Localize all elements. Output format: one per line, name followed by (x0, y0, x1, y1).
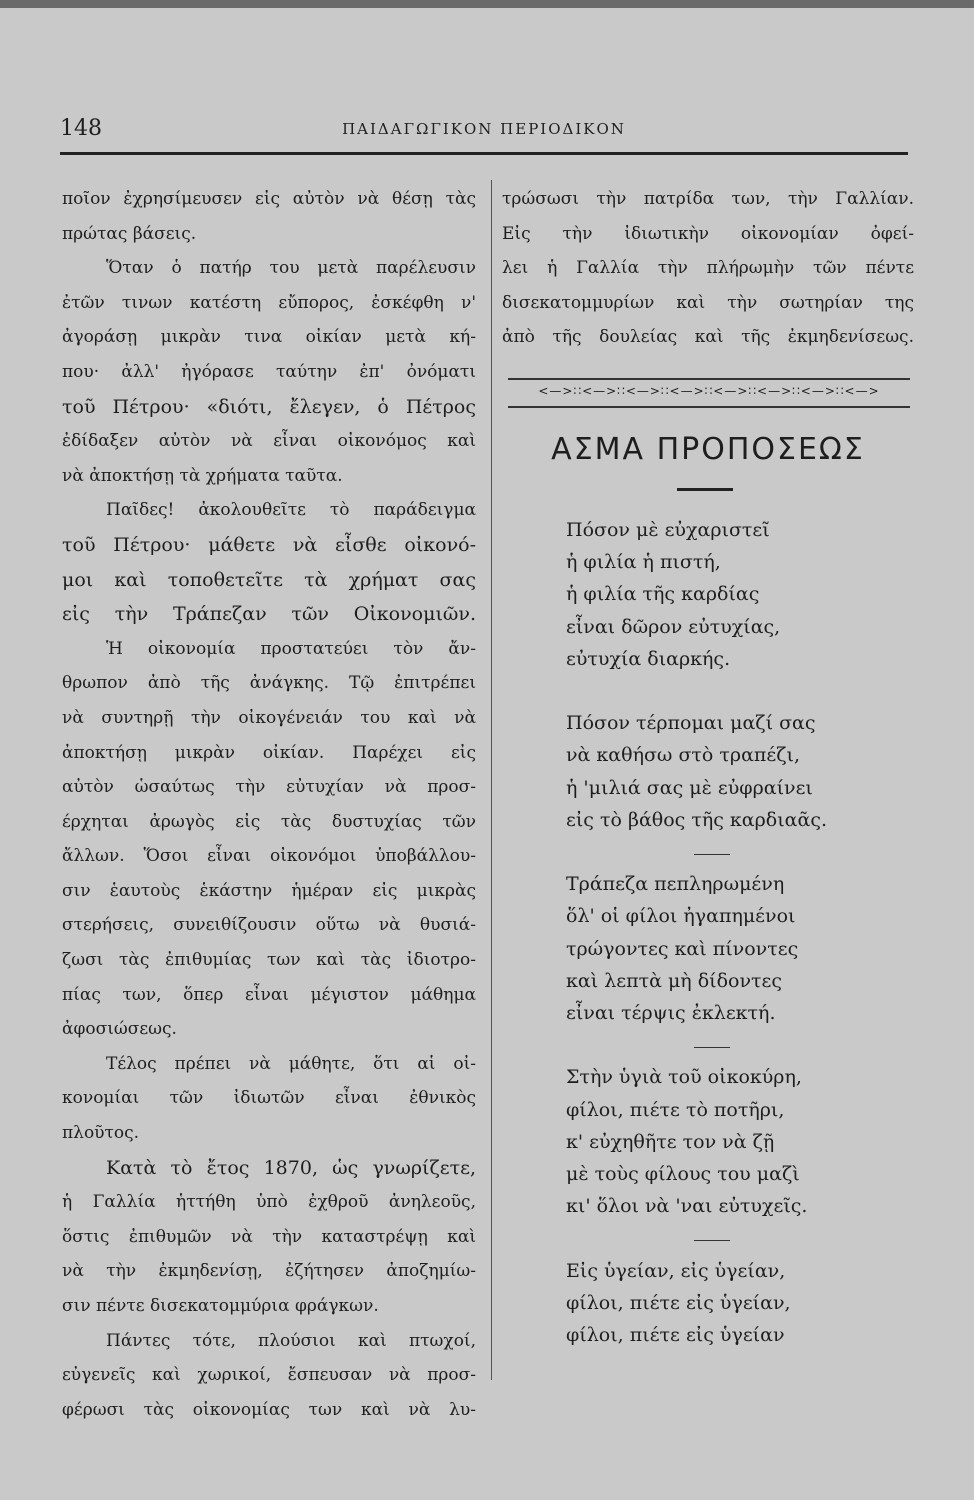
page-header (60, 116, 908, 146)
text-line: στερήσεις, συνειθίζουσιν οὕτω νὰ θυσιά- (62, 915, 476, 936)
text-line: ἀφοσιώσεως. (62, 1019, 177, 1040)
poem-line: φίλοι, πιέτε τὸ ποτῆρι, (566, 1098, 785, 1121)
poem-line: Πόσον μὲ εὐχαριστεῖ (566, 519, 770, 541)
stanza-gap (566, 675, 906, 707)
page-number: 148 (60, 116, 102, 141)
column-divider (491, 180, 492, 1380)
text-line: αὐτὸν ὡσαύτως τὴν εὐτυχίαν νὰ προσ- (62, 777, 476, 798)
text-line: ἐτῶν τινων κατέστη εὔπορος, ἐσκέφθη ν' (62, 292, 476, 313)
text-line: Πάντες τότε, πλούσιοι καὶ πτωχοί, (106, 1330, 476, 1351)
stanza (566, 514, 906, 675)
left-column (62, 182, 476, 1427)
text-line: νὰ ἀποκτήσῃ τὰ χρήματα ταῦτα. (62, 465, 343, 486)
poem-line: φίλοι, πιέτε εἰς ὑγείαν (566, 1324, 785, 1347)
text-line: Εἰς τὴν ἰδιωτικὴν οἰκονομίαν ὀφεί- (502, 223, 914, 244)
poem-line: ἡ φιλία ἡ πιστή, (566, 551, 721, 574)
poem-line: Στὴν ὑγιὰ τοῦ οἰκοκύρη, (566, 1066, 802, 1089)
poem-line: εἶναι τέρψις ἐκλεκτή. (566, 1002, 776, 1025)
text-line: ἡ Γαλλία ἡττήθη ὑπὸ ἐχθροῦ ἀνηλεοῦς, (62, 1192, 476, 1213)
poem-line: μὲ τοὺς φίλους του μαζὶ (566, 1163, 800, 1186)
text-line: Ἡ οἰκονομία προστατεύει τὸν ἄν- (106, 638, 476, 659)
text-line: ἀπὸ τῆς δουλείας καὶ τῆς ἐκμηδενίσεως. (502, 327, 914, 348)
text-line: εἰς τὴν Τράπεζαν τῶν Οἰκονομιῶν. (62, 603, 476, 626)
poem-line: Εἰς ὑγείαν, εἰς ὑγείαν, (566, 1259, 786, 1282)
text-line: πλοῦτος. (62, 1123, 140, 1144)
poem-line: Τράπεζα πεπληρωμένη (566, 873, 785, 896)
text-line: ἐδίδαξεν αὐτὸν νὰ εἶναι οἰκονόμος καὶ (62, 431, 476, 452)
text-line: ἀγοράσῃ μικρὰν τινα οἰκίαν μετὰ κή- (62, 327, 476, 348)
text-line: τρώσωσι τὴν πατρίδα των, τὴν Γαλλίαν. (502, 189, 914, 209)
text-line: κονομίαι τῶν ἰδιωτῶν εἶναι ἐθνικὸς (62, 1088, 476, 1109)
text-line: ζωσι τὰς ἐπιθυμίας των καὶ τὰς ἰδιοτρο- (62, 950, 476, 971)
poem-line: ἡ φιλία τῆς καρδίας (566, 583, 760, 606)
text-line: έρχηται ἀρωγὸς εἰς τὰς δυστυχίας τῶν (62, 811, 476, 832)
text-line: μοι καὶ τοποθετεῖτε τὰ χρήματ σας (62, 568, 476, 591)
text-line: πρώτας βάσεις. (62, 223, 197, 244)
text-line: Τέλος πρέπει νὰ μάθητε, ὅτι αἱ οἰ- (106, 1053, 476, 1074)
poem-line: κ' εὐχηθῆτε τον νὰ ζῇ (566, 1130, 775, 1153)
stanza (566, 1255, 906, 1352)
poem-line: τρώγοντες καὶ πίνοντες (566, 937, 799, 960)
poem-line: εὐτυχία διαρκής. (566, 647, 731, 670)
stanza (566, 868, 906, 1029)
poem-line: εἶναι δῶρον εὐτυχίας, (566, 615, 781, 638)
text-line: εὐγενεῖς καὶ χωρικοί, ἔσπευσαν νὰ προσ- (62, 1365, 476, 1386)
text-line: ποῖον ἐχρησίμευσεν εἰς αὐτὸν νὰ θέσῃ τὰς (62, 189, 476, 209)
poem-line: νὰ καθήσω στὸ τραπέζι, (566, 744, 801, 767)
stanza-separator (566, 1222, 906, 1254)
stanza-separator (566, 1029, 906, 1061)
text-line: που· ἀλλ' ἠγόρασε ταύτην ἐπ' ὀνόματι (62, 361, 476, 382)
text-line: νὰ τὴν ἐκμηδενίσῃ, ἐζήτησεν ἀποζημίω- (62, 1261, 476, 1282)
text-line: τοῦ Πέτρου· μάθετε νὰ εἶσθε οἰκονό- (62, 533, 476, 556)
poem-line: ὅλ' οἱ φίλοι ἠγαπημένοι (566, 905, 796, 928)
poem-line: εἰς τὸ βάθος τῆς καρδιαᾶς. (566, 808, 828, 831)
text-line: φέρωσι τὰς οἰκονομίας των καὶ νὰ λυ- (62, 1399, 476, 1420)
poem-line: ἡ 'μιλιά σας μὲ εὐφραίνει (566, 776, 813, 799)
text-line: ὅστις ἐπιθυμῶν νὰ τὴν καταστρέψῃ καὶ (62, 1226, 476, 1247)
title-rule (677, 488, 733, 491)
stanza-separator (566, 836, 906, 868)
text-line: νὰ συντηρῇ τὴν οἰκογένειάν του καὶ νὰ (62, 707, 476, 728)
text-line: σιν πέντε δισεκατομμύρια φράγκων. (62, 1296, 379, 1316)
text-line: σιν ἑαυτοὺς ἑκάστην ἡμέραν εἰς μικρὰς (62, 880, 476, 901)
text-line: ἀποκτήσῃ μικρὰν οἰκίαν. Παρέχει εἰς (62, 742, 476, 763)
stanza (566, 1061, 906, 1222)
text-line: τοῦ Πέτρου· «διότι, ἔλεγεν, ὁ Πέτρος (62, 395, 476, 418)
text-line: Ὅταν ὁ πατήρ του μετὰ παρέλευσιν (106, 258, 476, 279)
poem-line: Πόσον τέρπομαι μαζί σας (566, 712, 816, 735)
right-column-text (502, 182, 914, 355)
ornamental-divider: <—>∷<—>∷<—>∷<—>∷<—>∷<—>∷<—>∷<—> (508, 378, 910, 408)
running-title: ΠΑΙΔΑΓΩΓΙΚΟΝ ΠΕΡΙΟΔΙΚΟΝ (342, 120, 626, 138)
text-line: ἄλλων. Ὅσοι εἶναι οἰκονόμοι ὑποβάλλου- (62, 846, 476, 867)
text-line: δισεκατομμυρίων καὶ τὴν σωτηρίαν της (502, 292, 914, 313)
page-top-edge (0, 0, 974, 8)
poem-title: ΑΣΜΑ ΠΡΟΠΟΣΕΩΣ (551, 432, 865, 467)
poem-line: κι' ὅλοι νὰ 'ναι εὐτυχεῖς. (566, 1195, 808, 1218)
stanza (566, 707, 906, 836)
poem-line: φίλοι, πιέτε εἰς ὑγείαν, (566, 1291, 791, 1314)
text-line: Κατὰ τὸ ἔτος 1870, ὡς γνωρίζετε, (106, 1156, 476, 1179)
text-line: θρωπον ἀπὸ τῆς ἀνάγκης. Τῷ ἐπιτρέπει (62, 673, 476, 694)
poem (566, 514, 906, 1351)
header-rule (60, 152, 908, 155)
text-line: πίας των, ὅπερ εἶναι μέγιστον μάθημα (62, 984, 476, 1005)
text-line: λει ἡ Γαλλία τὴν πλήρωμὴν τῶν πέντε (502, 258, 914, 279)
poem-line: καὶ λεπτὰ μὴ δίδοντες (566, 969, 783, 992)
text-line: Παῖδες! ἀκολουθεῖτε τὸ παράδειγμα (106, 500, 476, 521)
